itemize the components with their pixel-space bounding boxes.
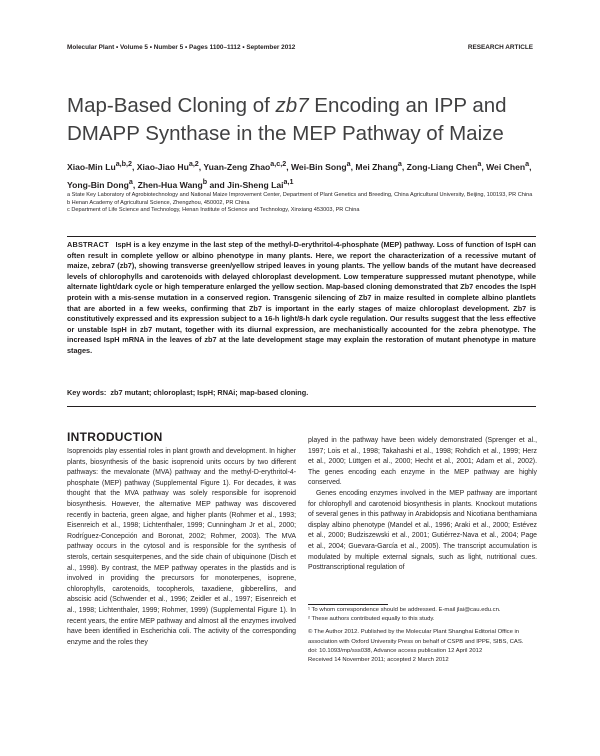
introduction-heading: INTRODUCTION <box>67 430 163 444</box>
title-gene: zb7 <box>275 94 309 117</box>
doi-note: doi: 10.1093/mp/sss038, Advance access publication 12 April 2012 <box>308 647 483 654</box>
abstract-text: IspH is a key enzyme in the last step of the methyl-D-erythritol-4-phosphate (MEP) pathway. Loss of function of IspH can often result in complete yellow or albino phenotype in many plants. Here, we report the characterization of a recessive mutant of maize, zebra7 (zb7), showing transverse green/yellow striped leaves in young plants. The yellow bands of the mutant have decreased levels of chlorophylls and carotenoids with delayed chloroplast development. Low temperature suppressed mutant phenotype, while alternate light/dark cycle or high temperature enlarged the yellow section. Map-based cloning demonstrated that Zb7 encodes the IspH protein with a mis-sense mutation in a conserved region. Transgenic silencing of Zb7 in maize resulted in complete albino plantlets that are aborted in a few weeks, confirming that Zb7 is important in the early stages of maize chloroplast development. Zb7 is constitutively expressed and its expression subject to a 16-h light/8-h dark cycle regulation. Our results suggest that the less effective or unstable IspH in zb7 mutant, together with its diurnal expression, are mechanistically accounted for the zebra phenotype. The increased IspH mRNA in the leaves of zb7 at the late development stage may explain the restoration of mutant phenotype in mature stages. <box>67 240 536 355</box>
author-list: Xiao-Min Lu$^{a,b,2}$, Xiao-Jiao Hu$^{a,2}$, Yuan-Zeng Zhao$^{a,c,2}$, Wei-Bin Song$^a$, Mei Zhang$^a$, Zong-Liang Chen$^a$, Wei Chen$^a$, Yong-Bin Dong$^a$, Zhen-Hua Wang$^b$ and Jin-Sheng Lai$^{a,1}$ <box>67 160 532 190</box>
keywords-text: zb7 mutant; chloroplast; IspH; RNAi; map-based cloning. <box>110 388 309 397</box>
affiliation-c: c Department of Life Science and Technology, Henan Institute of Science and Technology, Xinxiang 453003, PR China <box>67 207 360 214</box>
footnote-2: ² These authors contributed equally to this study. <box>308 616 435 623</box>
footnotes <box>308 606 537 665</box>
abstract <box>67 240 536 357</box>
journal-header: Molecular Plant • Volume 5 • Number 5 • Pages 1100–1112 • September 2012 <box>67 44 296 51</box>
intro-paragraph-1: Isoprenoids play essential roles in plant growth and development. In higher plants, biosynthesis of the basic isoprenoid units occurs by two different pathways: the mevalonate (MVA) pathway and the methyl-D-erythritol-4-phosphate (MEP) pathway (Supplemental Figure 1). For decades, it was thought that the MVA pathway was solely responsible for isoprenoid biosynthesis. However, the alternative MEP pathway was discovered recently in bacteria, green algae, and higher plants (Rohmer et al., 1993; Eisenreich et al., 1998; Lichtenthaler, 1999; Cunningham Jr et al., 2000; Rodríguez-Concepción and Boronat, 2002; Rohmer, 2003). The MVA pathway occurs in the cytosol and is responsible for the synthesis of sterols, certain sesquiterpenes, and the side chain of ubiquinone (Disch et al., 1998). By contrast, the MEP pathway operates in the plastids and is involved in providing the precursors for monoterpenes, isoprene, chlorophylls, carotenoids, tocopherols, taxadiene, gibberellins, and abscisic acid (Schwender et al., 1996; Zeidler et al., 1997; Eisenreich et al., 1998; Lichtenthaler, 1999; Rohmer, 1999) (Supplemental Figure 1). In recent years, the entire MEP pathway and almost all the enzymes involved have been identified in Escherichia coli. The activity of the corresponding enzyme and the roles they <box>67 448 296 646</box>
footnote-rule <box>308 604 388 605</box>
left-column <box>67 447 296 648</box>
affiliation-a: a State Key Laboratory of Agrobiotechnology and National Maize Improvement Center, Department of Plant Genetics and Breeding, China Agricultural University, Beijing, 100193, PR China <box>67 192 533 198</box>
received-note: Received 14 November 2011; accepted 2 March 2012 <box>308 657 449 664</box>
keywords: Key words: zb7 mutant; chloroplast; IspH; RNAi; map-based cloning. <box>67 388 309 397</box>
copyright-note: © The Author 2012. Published by the Molecular Plant Shanghai Editorial Office in association with Oxford University Press on behalf of CSPB and IPPE, SIBS, CAS. <box>308 629 524 645</box>
abstract-top-rule <box>67 236 536 237</box>
section-label: RESEARCH ARTICLE <box>467 44 533 51</box>
footnote-1: ¹ To whom correspondence should be addressed. E-mail jlai@cau.edu.cn. <box>308 607 501 613</box>
affiliation-b: b Henan Academy of Agricultural Science, Zhengzhou, 450002, PR China <box>67 199 250 206</box>
intro-paragraph-2: Genes encoding enzymes involved in the MEP pathway are important for chlorophyll and carotenoid biosynthesis in plants. Knockout mutations of several genes in this pathway in Arabidopsis and Nicotiana benthamiana display albino phenotype (Mandel et al., 1996; Araki et al., 2000; Estévez et al., 2000; Budziszewski et al., 2001; Gutiérrez-Nava et al., 2004; Page et al., 2004; Guevara-García et al., 2005). The transcript accumulation is modulated by multiple external signals, such as light, nutritional cues. Posttranscriptional regulation of <box>308 489 537 572</box>
intro-paragraph-1-cont: played in the pathway have been widely demonstrated (Sprenger et al., 1997; Lois et al., 1998; Takahashi et al., 1998; Rohdich et al., 1999; Herz et al., 2000; Lüttgen et al., 2000; Hecht et al., 2001; Adam et al., 2002). The genes encoding each enzyme in the MEP pathway are highly conserved. <box>308 437 537 487</box>
abstract-bottom-rule <box>67 406 536 407</box>
right-column <box>308 436 537 574</box>
article-title: Map-Based Cloning of zb7 Encoding an IPP and DMAPP Synthase in the MEP Pathway of Maize <box>67 94 507 145</box>
affiliations <box>67 192 537 215</box>
abstract-label: ABSTRACT <box>67 240 109 249</box>
